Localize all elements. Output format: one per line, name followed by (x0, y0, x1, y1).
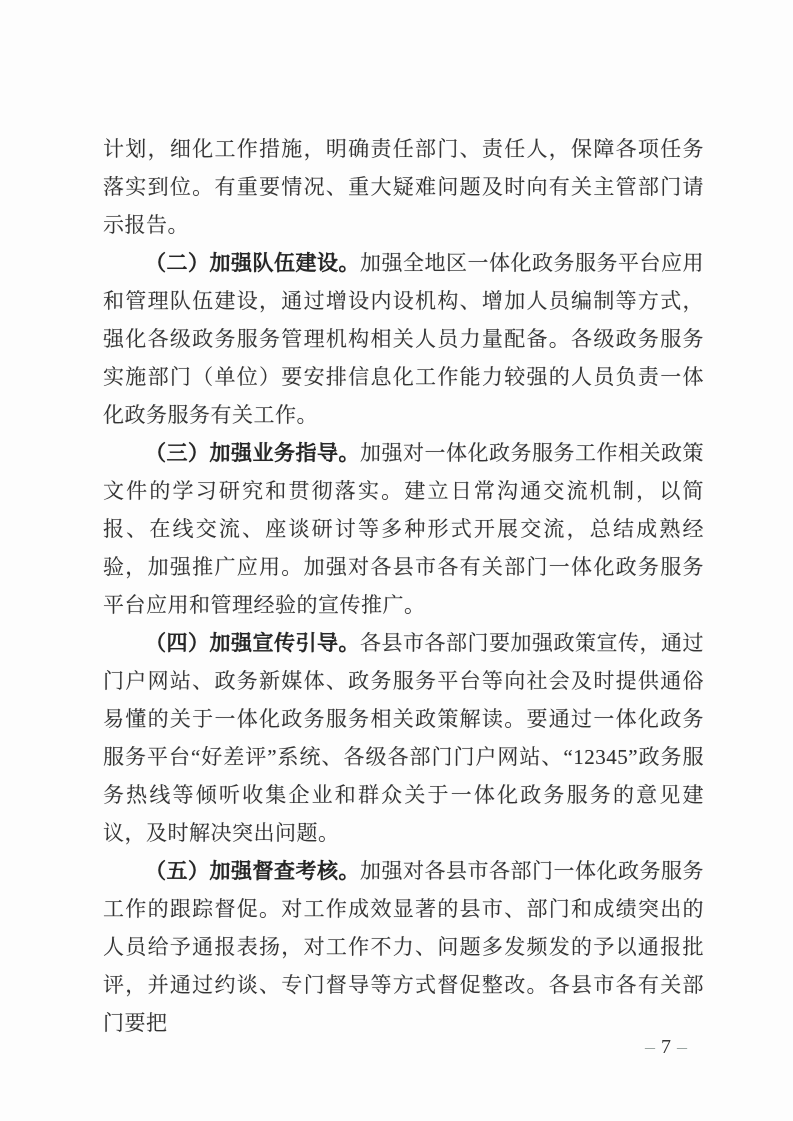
section-4-text: 各县市各部门要加强政策宣传，通过门户网站、政务新媒体、政务服务平台等向社会及时提供通俗易懂的关于一体化政务服务相关政策解读。要通过一体化政务服务平台“好差评”系统、各级各部门门户网站、“12345”政务服务热线等倾听收集企业和群众关于一体化政务服务的意见建议，及时解决突出问题。 (103, 631, 704, 845)
page-number-dash-right: – (677, 1036, 687, 1058)
paragraph-section-3 (103, 434, 704, 624)
paragraph-section-2 (103, 244, 704, 434)
paragraph-text: 计划，细化工作措施，明确责任部门、责任人，保障各项任务落实到位。有重要情况、重大疑难问题及时向有关主管部门请示报告。 (103, 137, 704, 237)
section-5-text: 加强对各县市各部门一体化政务服务工作的跟踪督促。对工作成效显著的县市、部门和成绩突出的人员给予通报表扬，对工作不力、问题多发频发的予以通报批评，并通过约谈、专门督导等方式督促整改。各县市各有关部门要把 (103, 859, 704, 1035)
page-number-dash-left: – (645, 1036, 655, 1058)
section-3-text: 加强对一体化政务服务工作相关政策文件的学习研究和贯彻落实。建立日常沟通交流机制，以简报、在线交流、座谈研讨等多种形式开展交流，总结成熟经验，加强推广应用。加强对各县市各有关部门一体化政务服务平台应用和管理经验的宣传推广。 (103, 441, 704, 617)
section-2-heading: （二）加强队伍建设。 (145, 251, 360, 275)
section-3-heading: （三）加强业务指导。 (145, 441, 360, 465)
paragraph-section-5 (103, 852, 704, 1042)
section-5-heading: （五）加强督查考核。 (145, 859, 360, 883)
page-number-value: 7 (661, 1036, 671, 1058)
paragraph-section-4 (103, 624, 704, 852)
page-number (639, 1035, 693, 1059)
section-2-text: 加强全地区一体化政务服务平台应用和管理队伍建设，通过增设内设机构、增加人员编制等方式，强化各级政务服务管理机构相关人员力量配备。各级政务服务实施部门（单位）要安排信息化工作能力较强的人员负责一体化政务服务有关工作。 (103, 251, 704, 427)
paragraph-continuation (103, 130, 704, 244)
document-body (103, 130, 704, 1042)
section-4-heading: （四）加强宣传引导。 (145, 631, 360, 655)
